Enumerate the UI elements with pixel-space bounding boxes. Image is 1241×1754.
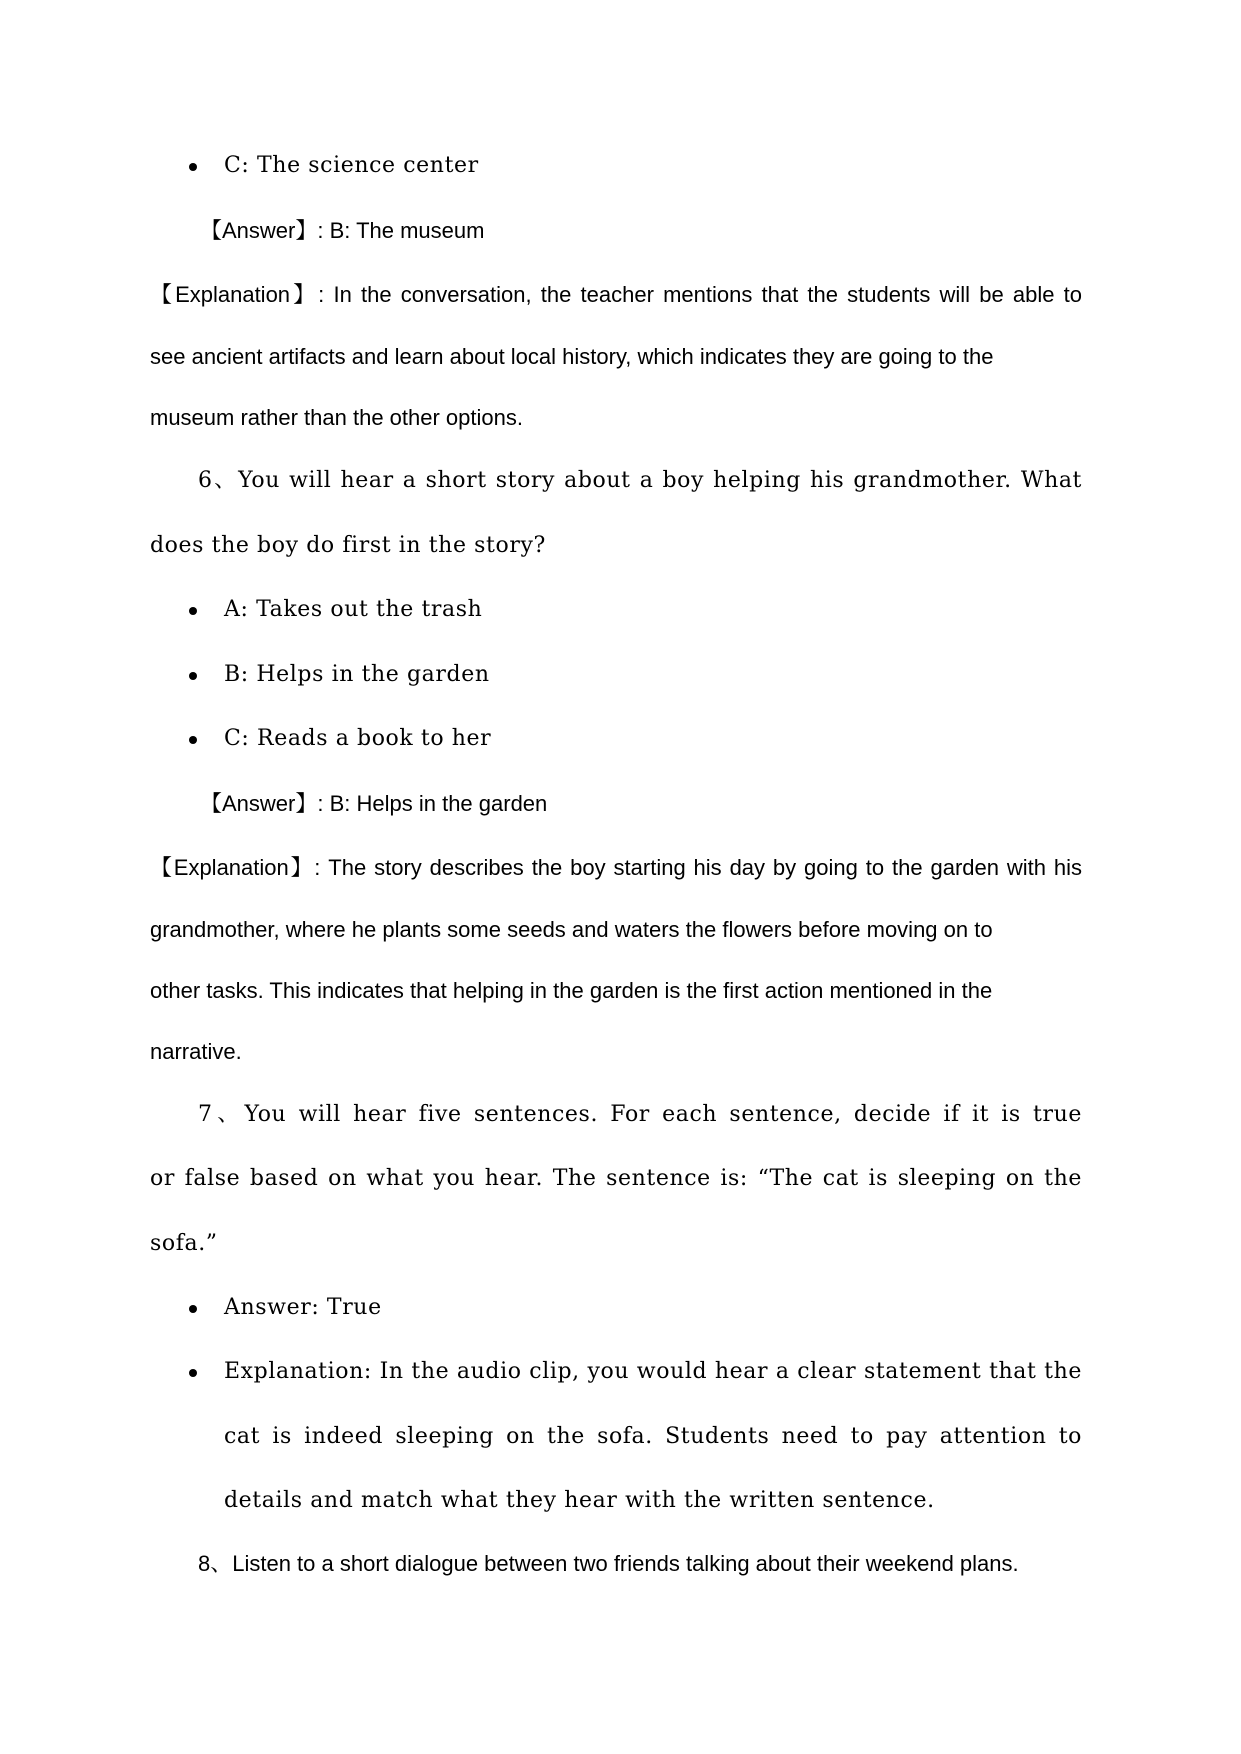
q6-option-c: C: Reads a book to her	[224, 726, 492, 751]
q7-question-line-1: 7、You will hear five sentences. For each sentence, decide if it is true	[198, 1102, 1082, 1127]
q6-explanation-line-1: 【Explanation】: The story describes the boy starting his day by going to the garden with his	[150, 855, 1082, 880]
q6-answer: 【Answer】: B: Helps in the garden	[200, 791, 548, 816]
q6-explanation-line-4: narrative.	[150, 1039, 242, 1064]
bullet-icon	[189, 672, 197, 680]
bullet-icon	[189, 163, 197, 171]
q7-answer: Answer: True	[224, 1295, 382, 1320]
q7-explanation-line-2: cat is indeed sleeping on the sofa. Students need to pay attention to	[224, 1424, 1082, 1449]
q6-explanation-line-2: grandmother, where he plants some seeds and waters the flowers before moving on to	[150, 917, 993, 942]
q6-option-b: B: Helps in the garden	[224, 662, 490, 687]
q7-question-line-3: sofa.”	[150, 1231, 218, 1256]
q7-explanation-line-1: Explanation: In the audio clip, you would hear a clear statement that the	[224, 1359, 1082, 1384]
bullet-icon	[189, 1305, 197, 1313]
q7-question-line-2: or false based on what you hear. The sentence is: “The cat is sleeping on the	[150, 1166, 1082, 1191]
bullet-icon	[189, 736, 197, 744]
q5-answer: 【Answer】: B: The museum	[200, 218, 485, 243]
bullet-icon	[189, 607, 197, 615]
q6-question-line-2: does the boy do first in the story?	[150, 533, 546, 558]
q6-option-a: A: Takes out the trash	[224, 597, 483, 622]
q5-option-c: C: The science center	[224, 153, 479, 178]
q6-question-line-1: 6、You will hear a short story about a boy helping his grandmother. What	[198, 468, 1082, 493]
q5-explanation-line-3: museum rather than the other options.	[150, 405, 523, 430]
bullet-icon	[189, 1369, 197, 1377]
q5-explanation-line-1: 【Explanation】: In the conversation, the teacher mentions that the students will be able to	[150, 282, 1082, 307]
q8-question: 8、Listen to a short dialogue between two friends talking about their weekend plans.	[198, 1551, 1019, 1576]
q7-explanation-line-3: details and match what they hear with the written sentence.	[224, 1488, 935, 1513]
q5-explanation-line-2: see ancient artifacts and learn about local history, which indicates they are going to the	[150, 344, 994, 369]
q6-explanation-line-3: other tasks. This indicates that helping in the garden is the first action mentioned in the	[150, 978, 993, 1003]
